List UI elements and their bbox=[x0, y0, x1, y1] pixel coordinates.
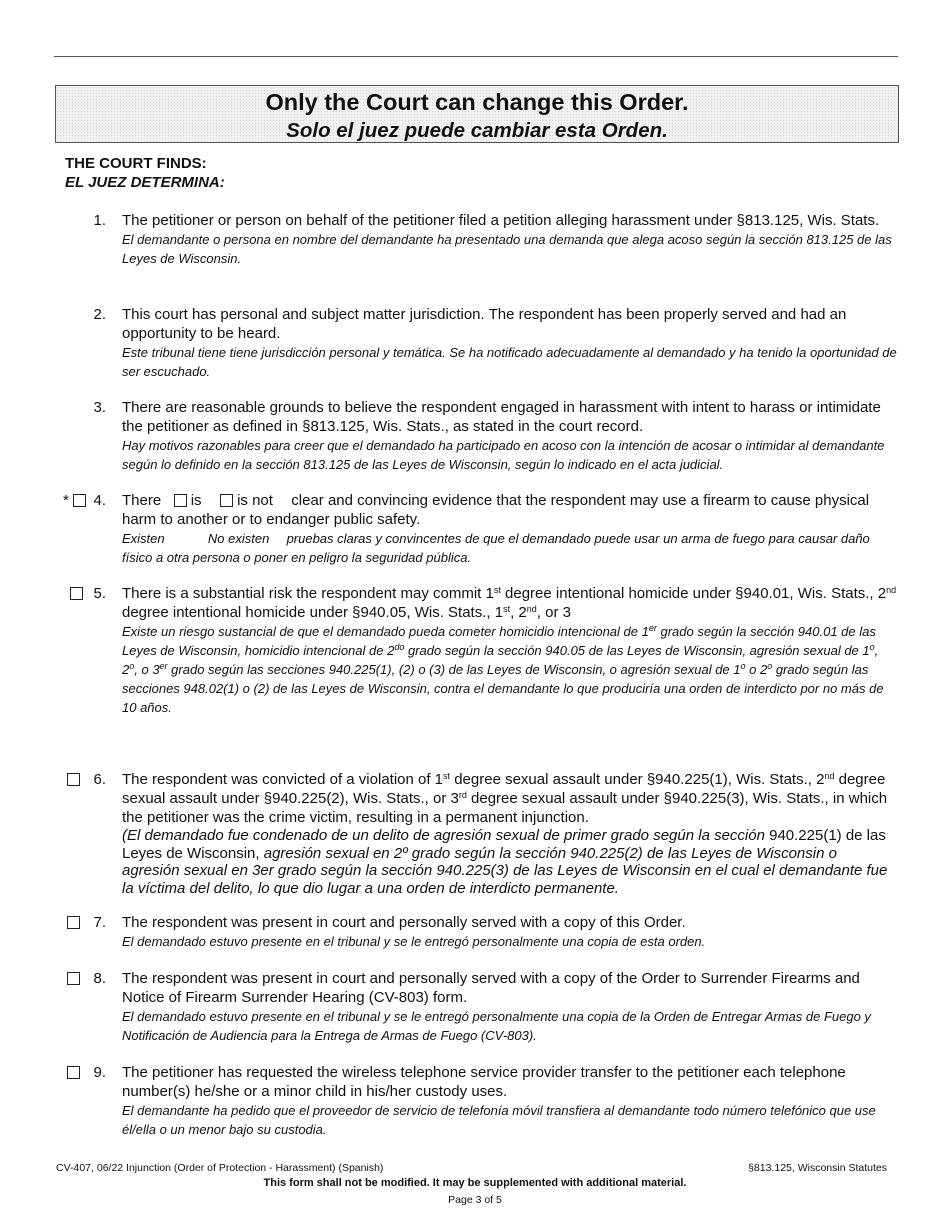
is-label: is bbox=[190, 492, 202, 509]
item-4-text-en: clear and convincing evidence that the respondent may use a firearm to cause physical harm to another or to endanger public safety. bbox=[122, 492, 870, 528]
item-7-checkbox[interactable] bbox=[67, 916, 80, 929]
banner-title-es: Solo el juez puede cambiar esta Orden. bbox=[286, 119, 668, 142]
court-finds-heading-en: THE COURT FINDS: bbox=[65, 155, 207, 172]
item-text-en: The respondent was present in court and personally served with a copy of the Order to Surrender Firearms and Notice of Firearm Surrender Hearing (CV-803) form. bbox=[122, 970, 860, 1006]
top-rule bbox=[54, 56, 898, 57]
there-label: There bbox=[122, 492, 162, 509]
item-text-es: El demandante ha pedido que el proveedor de servicio de telefonía móvil transfiera al demandante todo número telefónico que use él/ella o un menor bajo su custodia. bbox=[122, 1103, 876, 1137]
order-banner bbox=[55, 85, 899, 143]
banner-title-en: Only the Court can change this Order. bbox=[265, 89, 689, 115]
item-text-es: El demandado estuvo presente en el tribunal y se le entregó personalmente una copia de la Orden de Entregar Armas de Fuego y Notificación de Audiencia para la Entrega de Armas de Fuego (CV-803). bbox=[122, 1009, 871, 1043]
is-not-checkbox[interactable] bbox=[220, 494, 233, 507]
item-9-checkbox[interactable] bbox=[67, 1066, 80, 1079]
item-number: 7. bbox=[93, 914, 106, 931]
asterisk-mark: * bbox=[63, 492, 69, 509]
item-text-es: Este tribunal tiene tiene jurisdicción personal y temática. Se ha notificado adecuadamente al demandado y ha tenido la oportunidad de ser escuchado. bbox=[122, 345, 897, 379]
is-not-label: is not bbox=[237, 492, 273, 509]
no-existen-label: No existen bbox=[207, 531, 270, 546]
existen-label: Existen bbox=[122, 531, 165, 546]
item-text-es: Hay motivos razonables para creer que el demandado ha participado en acoso con la intención de acosar o intimidar al demandante según lo definido en la sección 813.125 de las Leyes de Wisconsin, según lo indicado en el acta judicial. bbox=[122, 438, 885, 472]
item-text-es: (El demandado fue condenado de un delito de agresión sexual de primer grado según la sección 940.225(1) de las Leyes de Wisconsin, agresión sexual en 2º grado según la sección 940.225(2) de las Leyes de Wisconsin o agresión sexual en 3er grado según la sección 940.225(3) de las Leyes de Wisconsin en el cual el demandante fue la víctima del delito, lo que dio lugar a una orden de interdicto permanente. bbox=[122, 827, 888, 897]
item-text-en: The respondent was convicted of a violation of 1st degree sexual assault under §940.225(1), Wis. Stats., 2nd degree sexual assault under §940.225(2), Wis. Stats., or 3rd degree sexual assault under §940.225(3), Wis. Stats., in which the petitioner was the crime victim, resulting in a permanent injunction. bbox=[122, 771, 888, 826]
item-number: 9. bbox=[93, 1064, 106, 1081]
item-4-checkbox[interactable] bbox=[73, 494, 86, 507]
item-text-en: There are reasonable grounds to believe the respondent engaged in harassment with intent to harass or intimidate the petitioner as defined in §813.125, Wis. Stats., as stated in the court record. bbox=[122, 399, 881, 435]
item-number: 1. bbox=[93, 212, 106, 229]
item-number: 6. bbox=[93, 771, 106, 788]
item-text-en: The petitioner or person on behalf of the petitioner filed a petition alleging harassment under §813.125, Wis. Stats. bbox=[122, 212, 880, 229]
item-number: 2. bbox=[93, 306, 106, 323]
item-text-en: This court has personal and subject matter jurisdiction. The respondent has been properly served and had an opportunity to be heard. bbox=[122, 306, 847, 342]
item-text-es: El demandado estuvo presente en el tribunal y se le entregó personalmente una copia de esta orden. bbox=[122, 934, 706, 949]
item-8-checkbox[interactable] bbox=[67, 972, 80, 985]
item-text-en: There is a substantial risk the respondent may commit 1st degree intentional homicide under §940.01, Wis. Stats., 2nd degree intentional homicide under §940.05, Wis. Stats., 1st, 2nd, or 3 bbox=[122, 585, 897, 621]
modification-notice: This form shall not be modified. It may be supplemented with additional material. bbox=[263, 1177, 687, 1189]
item-text-en: The petitioner has requested the wireless telephone service provider transfer to the petitioner each telephone number(s) he/she or a minor child in his/her custody uses. bbox=[122, 1064, 846, 1100]
form-id: CV-407, 06/22 Injunction (Order of Protection - Harassment) (Spanish) bbox=[56, 1162, 384, 1174]
item-number: 3. bbox=[93, 399, 106, 416]
item-text-es: El demandante o persona en nombre del demandante ha presentado una demanda que alega acoso según la sección 813.125 de las Leyes de Wisconsin. bbox=[122, 232, 892, 266]
court-finds-heading-es: EL JUEZ DETERMINA: bbox=[65, 174, 225, 191]
item-6-checkbox[interactable] bbox=[67, 773, 80, 786]
item-text-en: The respondent was present in court and personally served with a copy of this Order. bbox=[122, 914, 686, 931]
page-number: Page 3 of 5 bbox=[448, 1194, 502, 1206]
statute-reference: §813.125, Wisconsin Statutes bbox=[748, 1162, 887, 1174]
item-number: 5. bbox=[93, 585, 106, 602]
item-number: 8. bbox=[93, 970, 106, 987]
item-text-es: Existe un riesgo sustancial de que el demandado pueda cometer homicidio intencional de 1er grado según la sección 940.01 de las Leyes de Wisconsin, homicidio intencional de $2^{do}$ grado según la sección 940.05 de las Leyes de Wisconsin, agresión sexual de 1$^o$, 2$^o$, o 3er grado según las secciones 940.225(1), (2) o (3) de las Leyes de Wisconsin, o agresión sexual de 1$^o$ o 2$^o$ grado según las secciones 948.02(1) o (2) de las Leyes de Wisconsin, contra el demandante lo que produciría una orden de interdicto por no más de 10 años. bbox=[122, 623, 884, 715]
item-text-es bbox=[122, 529, 897, 567]
item-5-checkbox[interactable] bbox=[70, 587, 83, 600]
is-checkbox[interactable] bbox=[174, 494, 187, 507]
item-number: 4. bbox=[93, 492, 106, 509]
item-4-text-es: pruebas claras y convincentes de que el demandado puede usar un arma de fuego para causar daño físico a otra persona o poner en peligro la seguridad pública. bbox=[122, 531, 870, 565]
item-text-en bbox=[122, 491, 897, 529]
